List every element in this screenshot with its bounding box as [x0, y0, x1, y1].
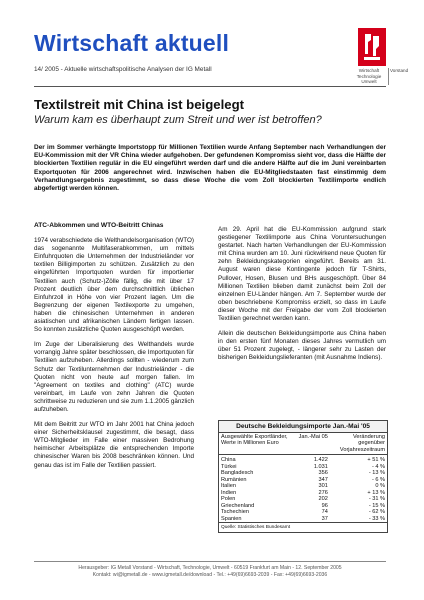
logo-department — [352, 68, 389, 85]
ig-metall-logo — [358, 28, 386, 66]
change-cell: - 13 % — [368, 470, 385, 477]
change-cell: - 33 % — [368, 515, 385, 522]
section-heading: ATC-Abkommen und WTO-Beitritt Chinas — [34, 222, 164, 229]
article-lead: Der im Sommer verhängte Importstopp für Millionen Textilien wurde Anfang September nach Verhandlungen der EU-Kommission mit der VR China wieder aufgehoben. Der gefundenen Kompromiss sieht vor, dass die Hälfte der blockierten Textilien regulär in die EU eingeführt werden darf und die andere Hälfte auf die im Juni vereinbarten Exportquoten für 2006 angerechnet wird. Inzwischen haben die EU-Mitgliedstaaten fast einstimmig dem Verhandlungsergebnis zugestimmt, so dass diese Woche die vom Zoll blockierten Textilimporte endlich abgefertigt werden können. — [34, 144, 386, 193]
country-cell: Türkei — [221, 463, 237, 470]
change-cell: 0 % — [375, 483, 385, 490]
ig-metall-logo-icon — [358, 28, 386, 66]
change-cell: - 62 % — [368, 509, 385, 516]
page-footer — [34, 561, 386, 579]
value-cell: 347 — [318, 476, 328, 483]
change-cell: - 6 % — [371, 476, 385, 483]
table-source: Quelle: Statistisches Bundesamt — [219, 522, 387, 532]
change-cell: - 4 % — [371, 463, 385, 470]
value-cell: 356 — [318, 470, 328, 477]
value-cell: 37 — [321, 515, 328, 522]
logo-dept-line: Wirtschaft — [358, 68, 380, 73]
table-title: Deutsche Bekleidungsimporte Jan.-Mai '05 — [219, 421, 387, 433]
value-cell: 276 — [318, 489, 328, 496]
table-row — [219, 455, 387, 464]
country-cell: Italien — [221, 483, 236, 490]
article-headline: Textilstreit mit China ist beigelegt — [34, 97, 245, 112]
paragraph: Im Zuge der Liberalisierung des Welthandels wurde vorrangig Jahre später beschlossen, die Importquoten für Textilien aufzuheben. Allerdings sollten - wiederum zum Schutz der Textilunternehmen der Industrieländer - die Quoten nicht von heute auf morgen fallen. Im "Agreement on textiles and clothing" (ATC) wurde vereinbart, im Laufe von zehn Jahren die Quoten schrittweise zu reduzieren und sie zum 1.1.2005 gänzlich aufzuheben. — [34, 341, 194, 413]
value-cell: 74 — [321, 509, 328, 516]
footer-line: Herausgeber: IG Metall Vorstand - Wirtschaft, Technologie, Umwelt - 60519 Frankfurt am Main - 12. September 2005 — [78, 565, 342, 571]
column-header: Jan.-Mai 05 — [296, 433, 330, 455]
country-cell: Griechenland — [221, 502, 255, 509]
paragraph: Allein die deutschen Bekleidungsimporte aus China haben in den ersten fünf Monaten dieses Jahres vermutlich um über 51 Prozent zugelegt, - längerer sehr zu Lasten der bisherigen Bekleidungslieferanten (mit Ausnahme Indiens). — [218, 330, 386, 362]
left-column — [34, 222, 194, 477]
value-cell: 1.422 — [313, 457, 328, 464]
value-cell: 96 — [321, 502, 328, 509]
column-header: Ausgewählte Exportländer, Werte in Millionen Euro — [219, 433, 296, 455]
paragraph: Mit dem Beitritt zur WTO im Jahr 2001 hat China jedoch einer Sicherheitsklausel zugestimmt, die besagt, dass WTO-Mitglieder im Falle einer massiven Bedrohung heimischer Arbeitsplätze die entsprechenden Importe chinesischer Waren bis 2008 beschränken können. Und genau das ist im Falle der Textilien passiert. — [34, 421, 194, 469]
masthead-title: Wirtschaft aktuell — [34, 30, 230, 56]
change-cell: - 15 % — [368, 502, 385, 509]
change-cell: - 31 % — [368, 496, 385, 503]
masthead-subtitle: 14/ 2005 - Aktuelle wirtschaftspolitische Analysen der IG Metall — [34, 66, 212, 73]
right-column — [218, 226, 386, 370]
country-cell: China — [221, 457, 236, 464]
country-cell: Spanien — [221, 515, 242, 522]
value-cell: 202 — [318, 496, 328, 503]
footer-line: Kontakt: wi@igmetall.de - www.igmetall.de/download - Tel.: +49(69)6693-2039 - Fax: +49(69)6693-2036 — [92, 572, 328, 578]
country-cell: Rumänien — [221, 476, 247, 483]
country-cell: Tschechien — [221, 509, 249, 516]
table-body — [219, 455, 387, 523]
imports-table — [218, 420, 388, 533]
paragraph: Am 29. April hat die EU-Kommission aufgrund stark gestiegener Textilimporte aus China Voruntersuchungen gestartet. Nach harten Verhandlungen der EU-Kommission mit China wurden am 10. Juni rückwirkend neue Quoten für zehn Bekleidungskategorien eingeführt. Bereits am 31. August waren diese Kontingente jedoch für T-Shirts, Pullover, Hosen, Blusen und BHs ausgeschöpft. Über 84 Millionen Textilien blieben damit zunächst beim Zoll der einzelnen EU-Länder hängen. Am 7. September wurde der oben beschriebene Kompromiss erzielt, so dass im Laufe dieser Woche mit der Freigabe der vom Zoll blockierten Textilien gerechnet werden kann. — [218, 226, 386, 323]
value-cell: 301 — [318, 483, 328, 490]
logo-dept-line: Umwelt — [361, 79, 377, 85]
paragraph: 1974 verabschiedete die Welthandelsorganisation (WTO) das sogenannte Multifaserabkommen, um mittels Einfuhrquoten die Unternehmen der Industrieländer vor textilen Billigimporten zu schützen. Zusätzlich zu den eingeführten Importquoten wurden für importierter Textilien auch (Schutz-)Zölle fällig, die mit über 17 Prozent deutlich über dem durchschnittlich üblichen Einfuhrzoll in Höhe von vier Prozent lagen. Um die Begrenzung der eigenen Textilexporte zu umgehen, haben die chinesischen Unternehmen in anderen asiatischen und afrikanischen Ländern fertigen lassen. So konnten zusätzliche Quoten ausgeschöpft werden. — [34, 237, 194, 334]
article-subheadline: Warum kam es überhaupt zum Streit und wer ist betroffen? — [34, 114, 322, 126]
logo-vorstand: Vorstand — [390, 68, 409, 73]
column-header: Veränderung gegenüber Vorjahreszeitraum — [330, 433, 387, 455]
change-cell: + 13 % — [367, 489, 385, 496]
logo-dept-line: Technologie — [356, 73, 382, 79]
country-cell: Bangladesch — [221, 470, 254, 477]
country-cell: Indien — [221, 489, 237, 496]
value-cell: 1.031 — [313, 463, 328, 470]
imports-data-table — [219, 433, 387, 522]
change-cell: + 51 % — [367, 457, 385, 464]
country-cell: Polen — [221, 496, 236, 503]
header-divider — [34, 86, 386, 87]
